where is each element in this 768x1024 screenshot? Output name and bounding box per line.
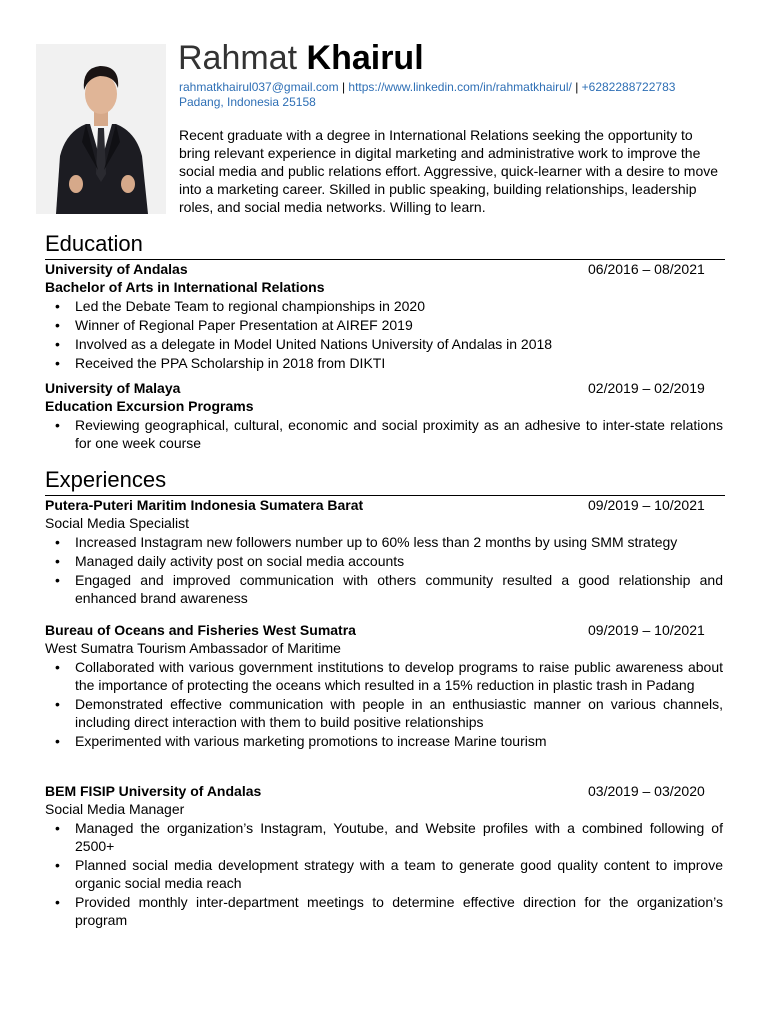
entry-dates: 02/2019 – 02/2019: [588, 380, 705, 396]
institution-name: University of Malaya: [45, 380, 181, 396]
linkedin-link[interactable]: https://www.linkedin.com/in/rahmatkhairul/: [348, 80, 572, 94]
job-role: Social Media Specialist: [45, 515, 189, 531]
experiences-heading: Experiences: [45, 467, 167, 492]
entry-header: [45, 379, 725, 397]
contact-line: [179, 80, 675, 95]
location: Padang, Indonesia 25158: [179, 95, 316, 109]
bullet-list: [45, 297, 725, 372]
organization-name: Bureau of Oceans and Fisheries West Sumatra: [45, 622, 356, 638]
education-entry: [45, 260, 725, 373]
profile-photo: [36, 44, 166, 214]
last-name: Khairul: [306, 39, 424, 77]
bullet-item: • Winner of Regional Paper Presentation at AIREF 2019: [45, 316, 723, 334]
job-role: West Sumatra Tourism Ambassador of Maritime: [45, 640, 341, 656]
phone-link[interactable]: +6282288722783: [581, 80, 676, 94]
bullet-item: • Collaborated with various government institutions to develop programs to raise public awareness about the importance of protecting the oceans which resulted in a 15% reduction in plastic trash in Padang: [45, 658, 723, 694]
education-entry: [45, 379, 725, 453]
bullet-list: [45, 533, 725, 607]
organization-name: BEM FISIP University of Andalas: [45, 783, 262, 799]
bullet-item: • Managed the organization’s Instagram, Youtube, and Website profiles with a combined following of 2500+: [45, 819, 723, 855]
candidate-name: [178, 38, 424, 78]
entry-header: [45, 782, 725, 800]
organization-name: Putera-Puteri Maritim Indonesia Sumatera Barat: [45, 497, 364, 513]
education-heading: Education: [45, 231, 143, 256]
entry-header: [45, 621, 725, 639]
entry-header: [45, 260, 725, 278]
contact-separator: |: [575, 80, 579, 94]
experience-entry: [45, 496, 725, 608]
bullet-item: • Managed daily activity post on social media accounts: [45, 552, 723, 570]
email-link[interactable]: rahmatkhairul037@gmail.com: [179, 80, 339, 94]
entry-dates: 06/2016 – 08/2021: [588, 261, 705, 277]
program-name: Education Excursion Programs: [45, 398, 254, 414]
bullet-list: [45, 819, 725, 929]
bullet-item: • Engaged and improved communication with others community resulted a good relationship and enhanced brand awareness: [45, 571, 723, 607]
experience-entry: [45, 621, 725, 751]
bullet-item: • Received the PPA Scholarship in 2018 from DIKTI: [45, 354, 723, 372]
entry-dates: 09/2019 – 10/2021: [588, 622, 705, 638]
bullet-list: [45, 658, 725, 750]
entry-header: [45, 496, 725, 514]
degree: Bachelor of Arts in International Relations: [45, 279, 325, 295]
bullet-list: [45, 416, 725, 452]
contact-separator: |: [341, 80, 346, 94]
bullet-item: • Experimented with various marketing promotions to increase Marine tourism: [45, 732, 723, 750]
bullet-item: • Involved as a delegate in Model United Nations University of Andalas in 2018: [45, 335, 723, 353]
first-name: Rahmat: [178, 39, 298, 77]
bullet-item: • Reviewing geographical, cultural, economic and social proximity as an adhesive to inter-state relations for one week course: [45, 416, 723, 452]
bullet-item: • Led the Debate Team to regional championships in 2020: [45, 297, 723, 315]
bullet-item: • Provided monthly inter-department meetings to determine effective direction for the organization’s program: [45, 893, 723, 929]
bullet-item: • Increased Instagram new followers number up to 60% less than 2 months by using SMM strategy: [45, 533, 723, 551]
bullet-item: • Demonstrated effective communication with people in an enthusiastic manner on various channels, including direct interaction with them to build positive relationships: [45, 695, 723, 731]
bullet-item: • Planned social media development strategy with a team to generate good quality content to improve organic social media reach: [45, 856, 723, 892]
summary: Recent graduate with a degree in International Relations seeking the opportunity to bring relevant experience in digital marketing and administrative work to improve the social media and public relations effort. Aggressive, quick-learner with a desire to move into a marketing career. Skilled in public speaking, building relationships, leadership roles, and social media networks. Willing to learn.: [179, 127, 719, 215]
entry-dates: 09/2019 – 10/2021: [588, 497, 705, 513]
contact-info: [179, 80, 675, 110]
entry-dates: 03/2019 – 03/2020: [588, 783, 705, 799]
job-role: Social Media Manager: [45, 801, 185, 817]
experience-entry: [45, 782, 725, 930]
institution-name: University of Andalas: [45, 261, 188, 277]
